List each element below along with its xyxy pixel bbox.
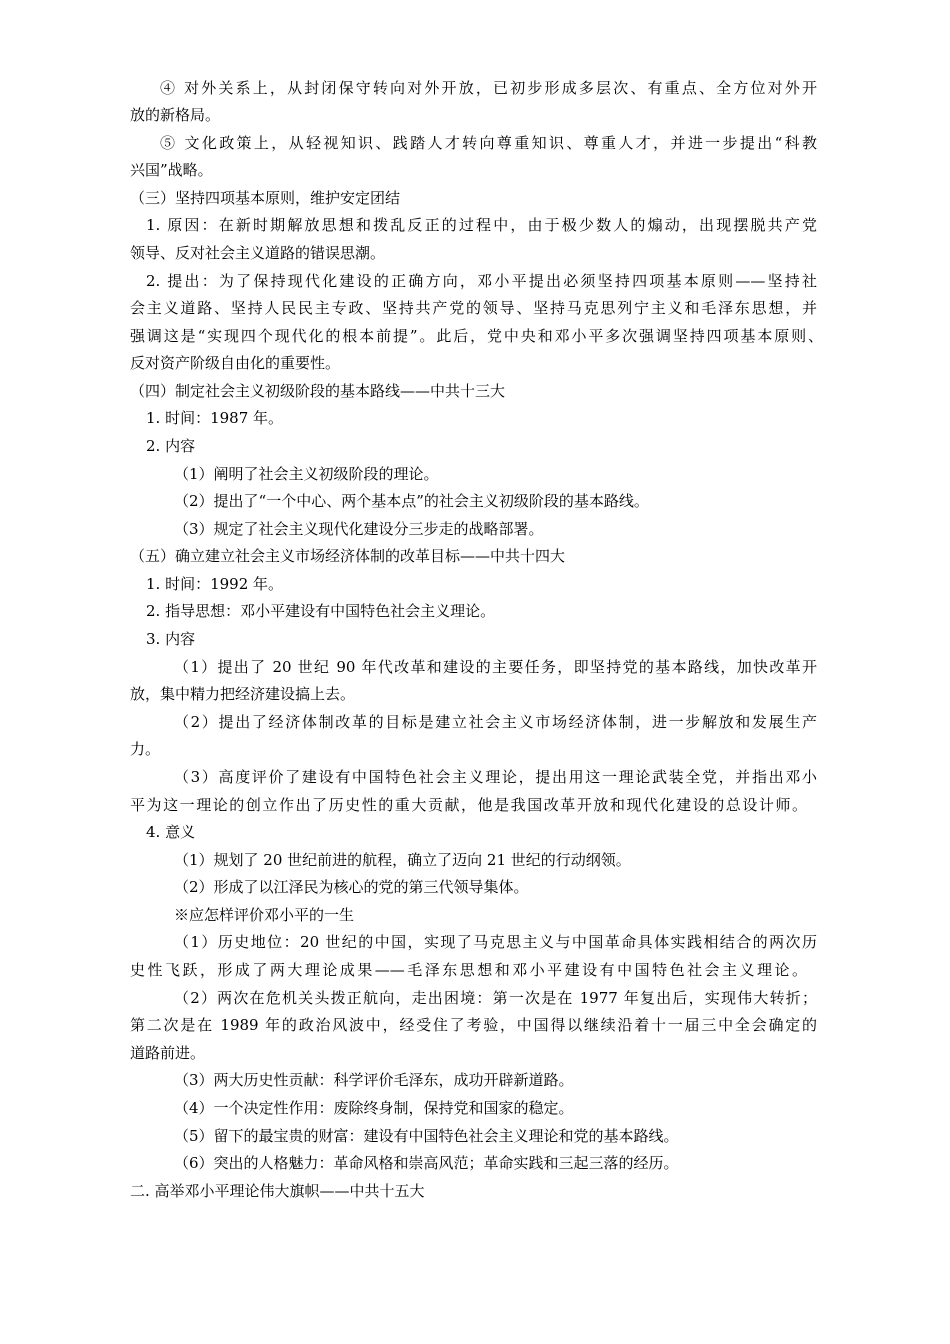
list-item: （4）一个决定性作用：废除终身制，保持党和国家的稳定。	[174, 1099, 574, 1117]
section-heading: （三）坚持四项基本原则，维护安定团结	[130, 189, 401, 207]
paragraph-line: 1. 原因：在新时期解放思想和拨乱反正的过程中，由于极少数人的煽动，出现摆脱共产党	[146, 216, 817, 234]
list-item: （6）突出的人格魅力：革命风格和崇高风范；革命实践和三起三落的经历。	[174, 1154, 679, 1172]
paragraph-line: （1）提出了 20 世纪 90 年代改革和建设的主要任务，即坚持党的基本路线，加快改革开	[174, 658, 817, 676]
list-item: 2. 内容	[146, 437, 196, 455]
paragraph-line: 会主义道路、坚持人民民主专政、坚持共产党的领导、坚持马克思列宁主义和毛泽东思想，并	[130, 299, 817, 317]
paragraph-line: 放，集中精力把经济建设搞上去。	[130, 685, 356, 703]
paragraph-line: （1）历史地位：20 世纪的中国，实现了马克思主义与中国革命具体实践相结合的两次历	[174, 933, 817, 951]
section-heading: （五）确立建立社会主义市场经济体制的改革目标——中共十四大	[130, 547, 566, 565]
paragraph-line: 力。	[130, 740, 161, 758]
paragraph-line: （2）两次在危机关头拨正航向，走出困境：第一次是在 1977 年复出后，实现伟大转折；	[174, 989, 817, 1007]
list-item: 3. 内容	[146, 630, 196, 648]
chapter-heading: 二. 高举邓小平理论伟大旗帜——中共十五大	[130, 1182, 425, 1200]
paragraph-line: 2. 提出：为了保持现代化建设的正确方向，邓小平提出必须坚持四项基本原则——坚持社	[146, 272, 817, 290]
list-item: （1）阐明了社会主义初级阶段的理论。	[174, 465, 439, 483]
paragraph-line: 平为这一理论的创立作出了历史性的重大贡献，他是我国改革开放和现代化建设的总设计师。	[130, 796, 807, 814]
paragraph-line: 兴国”战略。	[130, 161, 213, 179]
list-item: 2. 指导思想：邓小平建设有中国特色社会主义理论。	[146, 602, 496, 620]
paragraph-line: 领导、反对社会主义道路的错误思潮。	[130, 244, 386, 262]
list-item: （5）留下的最宝贵的财富：建设有中国特色社会主义理论和党的基本路线。	[174, 1127, 679, 1145]
list-item: 4. 意义	[146, 823, 196, 841]
paragraph-line: 反对资产阶级自由化的重要性。	[130, 354, 341, 372]
paragraph-line: 道路前进。	[130, 1044, 206, 1062]
paragraph-line: ④ 对外关系上，从封闭保守转向对外开放，已初步形成多层次、有重点、全方位对外开	[160, 79, 817, 97]
list-item: （3）规定了社会主义现代化建设分三步走的战略部署。	[174, 520, 544, 538]
paragraph-line: （3）高度评价了建设有中国特色社会主义理论，提出用这一理论武装全党，并指出邓小	[174, 768, 817, 786]
paragraph-line: （2）提出了经济体制改革的目标是建立社会主义市场经济体制，进一步解放和发展生产	[174, 713, 817, 731]
section-heading: （四）制定社会主义初级阶段的基本路线——中共十三大	[130, 382, 506, 400]
paragraph-line: 史性飞跃，形成了两大理论成果——毛泽东思想和邓小平建设有中国特色社会主义理论。	[130, 961, 807, 979]
subsection-heading: ※应怎样评价邓小平的一生	[174, 906, 355, 924]
list-item: （2）形成了以江泽民为核心的党的第三代领导集体。	[174, 878, 529, 896]
paragraph-line: 强调这是“实现四个现代化的根本前提”。此后，党中央和邓小平多次强调坚持四项基本原则、	[130, 327, 823, 345]
list-item: 1. 时间：1992 年。	[146, 575, 284, 593]
paragraph-line: ⑤ 文化政策上，从轻视知识、践踏人才转向尊重知识、尊重人才，并进一步提出“科教	[160, 134, 817, 152]
list-item: （3）两大历史性贡献：科学评价毛泽东，成功开辟新道路。	[174, 1071, 574, 1089]
paragraph-line: 第二次是在 1989 年的政治风波中，经受住了考验，中国得以继续沿着十一届三中全会确定的	[130, 1016, 817, 1034]
list-item: 1. 时间：1987 年。	[146, 409, 284, 427]
list-item: （2）提出了“一个中心、两个基本点”的社会主义初级阶段的基本路线。	[174, 492, 649, 510]
paragraph-line: 放的新格局。	[130, 106, 221, 124]
list-item: （1）规划了 20 世纪前进的航程，确立了迈向 21 世纪的行动纲领。	[174, 851, 631, 869]
